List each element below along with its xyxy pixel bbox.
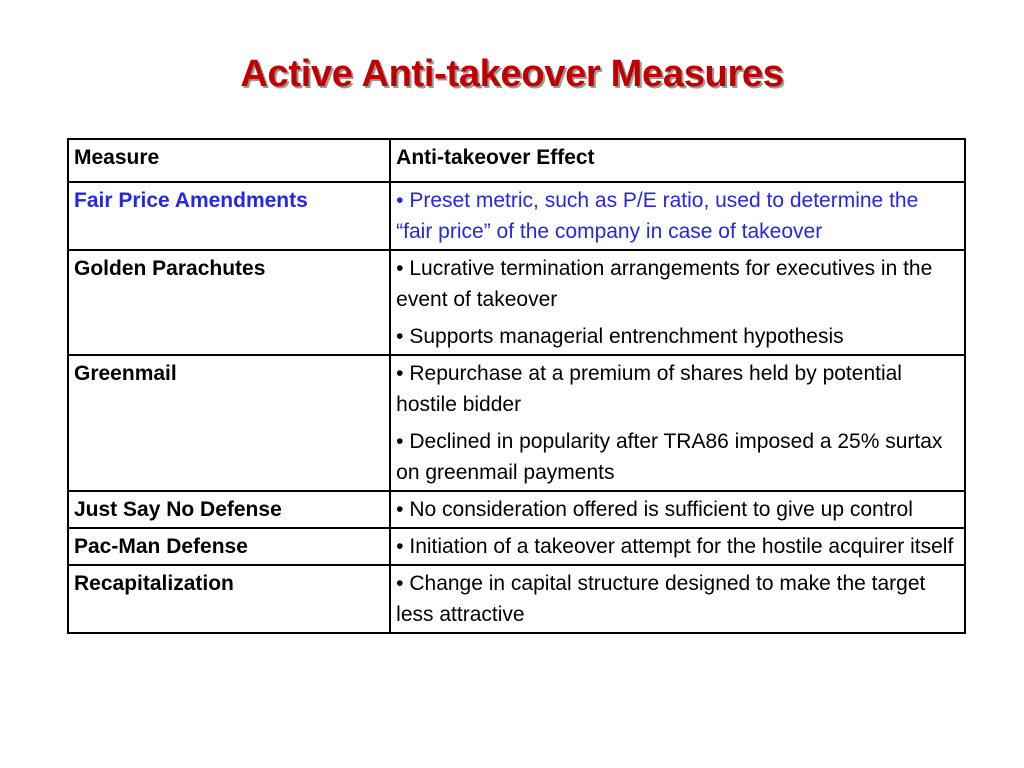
measure-cell: Recapitalization	[68, 565, 390, 633]
header-measure: Measure	[68, 139, 390, 182]
effect-bullet: • Declined in popularity after TRA86 imposed a 25% surtax on greenmail payments	[396, 430, 943, 484]
measure-cell: Just Say No Defense	[68, 491, 390, 528]
measures-table	[67, 138, 966, 634]
effect-bullet: • Preset metric, such as P/E ratio, used to determine the “fair price” of the company in case of takeover	[396, 189, 919, 243]
measure-cell: Greenmail	[68, 355, 390, 491]
effect-bullet: • No consideration offered is sufficient to give up control	[396, 498, 913, 521]
effect-cell	[390, 565, 965, 633]
effect-bullet: • Initiation of a takeover attempt for the hostile acquirer itself	[396, 535, 954, 558]
measure-cell: Fair Price Amendments	[68, 182, 390, 250]
header-effect: Anti-takeover Effect	[390, 139, 965, 182]
effect-cell	[390, 491, 965, 528]
effect-cell	[390, 182, 965, 250]
measure-cell: Pac-Man Defense	[68, 528, 390, 565]
table-row	[68, 250, 965, 355]
effect-bullet: • Lucrative termination arrangements for executives in the event of takeover	[396, 257, 933, 311]
measure-cell: Golden Parachutes	[68, 250, 390, 355]
effect-cell	[390, 355, 965, 491]
table-row	[68, 528, 965, 565]
table-row	[68, 182, 965, 250]
effect-bullet: • Supports managerial entrenchment hypothesis	[396, 325, 844, 348]
effect-bullet: • Change in capital structure designed to make the target less attractive	[396, 572, 926, 626]
slide-title: Active Anti-takeover Measures	[240, 53, 784, 95]
table-row	[68, 355, 965, 491]
table-row	[68, 491, 965, 528]
effect-cell	[390, 528, 965, 565]
effect-bullet: • Repurchase at a premium of shares held by potential hostile bidder	[396, 362, 902, 416]
effect-cell	[390, 250, 965, 355]
table-header-row	[68, 139, 965, 182]
table-row	[68, 565, 965, 633]
